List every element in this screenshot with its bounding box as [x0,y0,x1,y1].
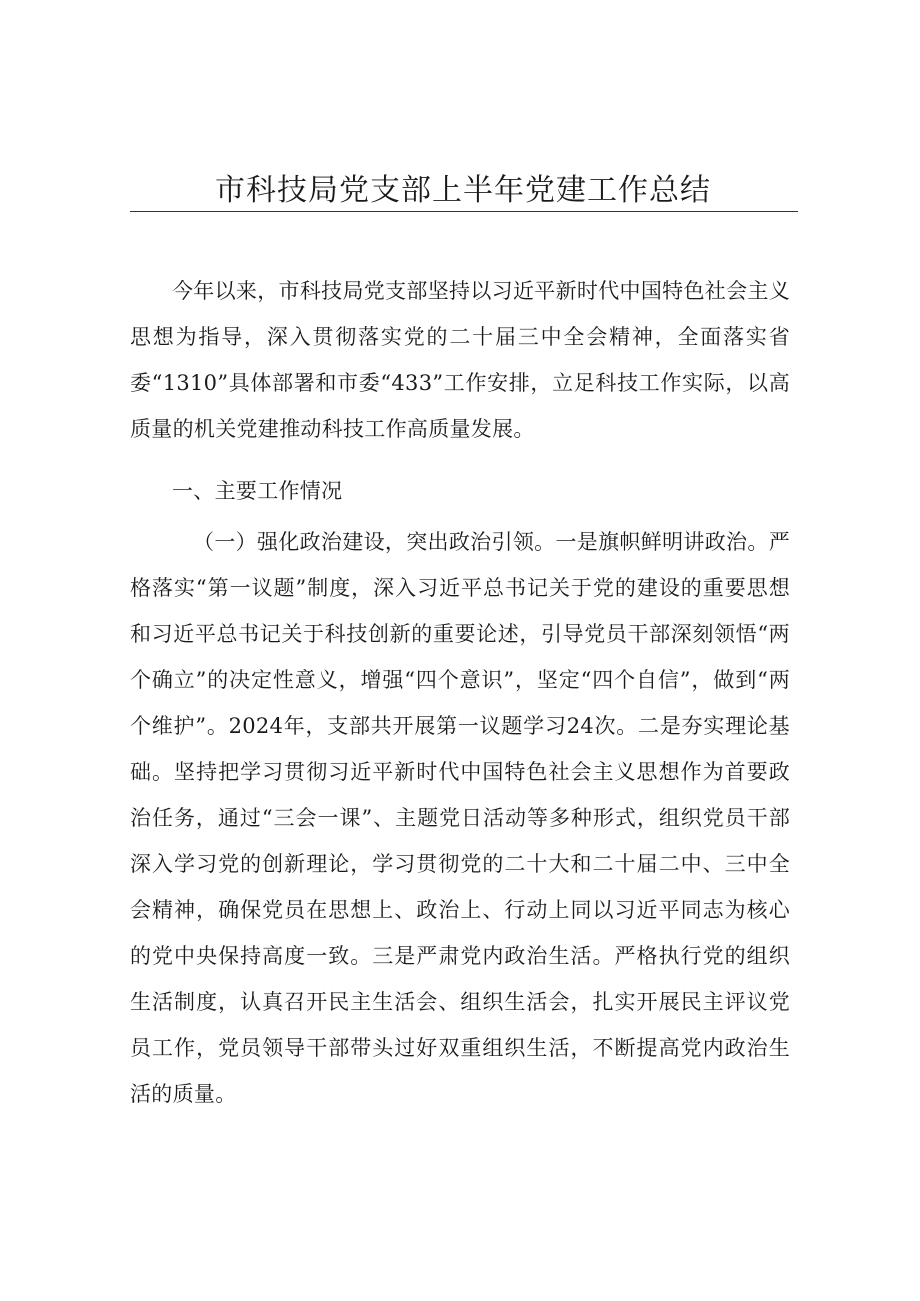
section-heading [130,468,790,514]
subsection-paragraph [130,519,790,1117]
section-heading-text: 一、主要工作情况 [172,479,343,503]
intro-paragraph [130,268,790,452]
intro-paragraph-text: 今年以来，市科技局党支部坚持以习近平新时代中国特色社会主义思想为指导，深入贯彻落实党的二十届三中全会精神，全面落实省委“1310”具体部署和市委“433”工作安排，立足科技工作实际，以高质量的机关党建推动科技工作高质量发展。 [130,279,790,441]
document-title: 市科技局党支部上半年党建工作总结 [215,173,711,208]
subsection-paragraph-text: （一）强化政治建设，突出政治引领。一是旗帜鲜明讲政治。严格落实“第一议题”制度，深入习近平总书记关于党的建设的重要思想和习近平总书记关于科技创新的重要论述，引导党员干部深刻领悟“两个确立”的决定性意义，增强“四个意识”，坚定“四个自信”，做到“两个维护”。2024年，支部共开展第一议题学习24次。二是夯实理论基础。坚持把学习贯彻习近平新时代中国特色社会主义思想作为首要政治任务，通过“三会一课”、主题党日活动等多种形式，组织党员干部深入学习党的创新理论，学习贯彻党的二十大和二十届二中、三中全会精神，确保党员在思想上、政治上、行动上同以习近平同志为核心的党中央保持高度一致。三是严肃党内政治生活。严格执行党的组织生活制度，认真召开民主生活会、组织生活会，扎实开展民主评议党员工作，党员领导干部带头过好双重组织生活，不断提高党内政治生活的质量。 [130,530,790,1106]
title-underline [130,211,798,212]
